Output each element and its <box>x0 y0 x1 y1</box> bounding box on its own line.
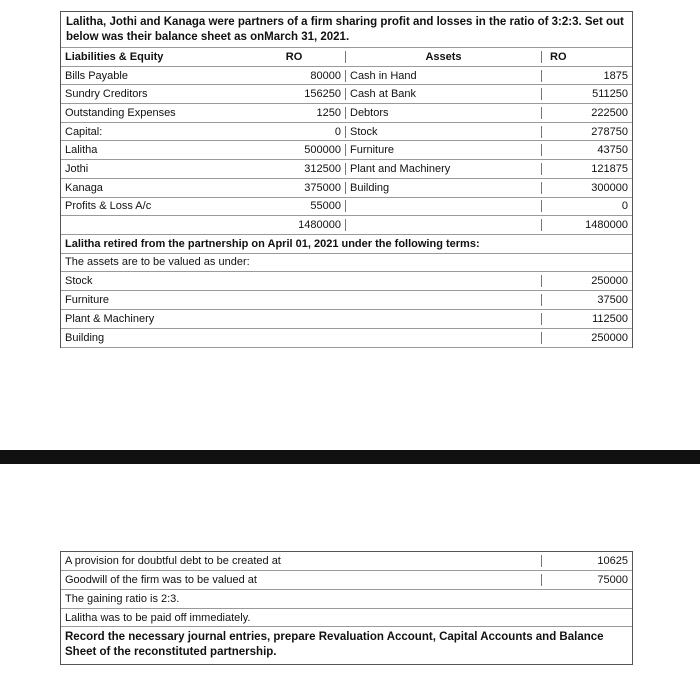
table-row <box>61 104 632 123</box>
header-assets: Assets <box>425 50 462 63</box>
balance-sheet-table <box>60 11 633 348</box>
liability-label: Outstanding Expenses <box>65 106 176 119</box>
page-divider <box>0 450 700 464</box>
liability-amount: 55000 <box>243 200 346 212</box>
term-row <box>61 590 632 609</box>
table-row <box>61 123 632 142</box>
revalue-value: 37500 <box>541 294 632 306</box>
terms-table <box>60 551 633 665</box>
term-row <box>61 571 632 590</box>
revalue-row <box>61 329 632 348</box>
table-header <box>61 48 632 67</box>
liability-label: Capital: <box>65 125 103 138</box>
asset-label: Debtors <box>350 106 389 119</box>
asset-label: Plant and Machinery <box>350 162 451 175</box>
liability-amount: 375000 <box>243 182 346 194</box>
table-row <box>61 85 632 104</box>
revalue-value: 250000 <box>541 332 632 344</box>
header-liabilities: Liabilities & Equity <box>65 50 164 63</box>
term-value: 10625 <box>541 555 632 567</box>
revalue-label: Stock <box>65 275 93 288</box>
totals-row <box>61 216 632 235</box>
liability-amount: 312500 <box>243 163 346 175</box>
asset-amount: 300000 <box>541 182 632 194</box>
term-label: A provision for doubtful debt to be created at <box>65 555 281 567</box>
asset-amount: 43750 <box>541 144 632 156</box>
asset-label: Cash in Hand <box>350 69 417 82</box>
asset-label: Furniture <box>350 144 395 157</box>
liability-label: Profits & Loss A/c <box>65 200 152 213</box>
liability-label: Bills Payable <box>65 69 128 82</box>
liability-label: Sundry Creditors <box>65 88 148 101</box>
revalue-label: Building <box>65 332 105 345</box>
liability-label: Jothi <box>65 162 89 175</box>
table-row <box>61 141 632 160</box>
table-row <box>61 67 632 86</box>
asset-total: 1480000 <box>541 219 632 231</box>
revalue-heading-row <box>61 254 632 273</box>
asset-label: Stock <box>350 125 378 138</box>
liability-label: Lalitha <box>65 144 98 157</box>
term-label: Goodwill of the firm was to be valued at <box>65 574 257 586</box>
revalue-row <box>61 272 632 291</box>
table-row <box>61 160 632 179</box>
liability-amount: 156250 <box>243 88 346 100</box>
revalue-label: Plant & Machinery <box>65 313 155 326</box>
revalue-value: 250000 <box>541 275 632 287</box>
header-ro-assets: RO <box>541 51 632 63</box>
revalue-row <box>61 310 632 329</box>
asset-label: Building <box>350 181 390 194</box>
asset-amount: 222500 <box>541 107 632 119</box>
intro-text: Lalitha, Jothi and Kanaga were partners of a firm sharing profit and losses in the ratio of 3:2:3. Set out below was their balance sheet as onMarch 31, 2021. <box>61 12 632 48</box>
liability-amount: 80000 <box>243 70 346 82</box>
instruction-text: Record the necessary journal entries, prepare Revaluation Account, Capital Accounts and Balance Sheet of the reconstituted partnership. <box>65 631 604 659</box>
retire-note: Lalitha retired from the partnership on April 01, 2021 under the following terms: <box>65 237 480 250</box>
liability-total: 1480000 <box>243 219 346 231</box>
asset-amount: 511250 <box>541 88 632 100</box>
liability-amount: 0 <box>243 126 346 138</box>
asset-amount: 278750 <box>541 126 632 138</box>
revalue-label: Furniture <box>65 294 110 307</box>
term-row <box>61 609 632 628</box>
term-label: Lalitha was to be paid off immediately. <box>65 611 251 624</box>
retire-note-row <box>61 235 632 254</box>
term-row <box>61 552 632 571</box>
revalue-heading: The assets are to be valued as under: <box>65 256 250 269</box>
revalue-row <box>61 291 632 310</box>
liability-amount: 500000 <box>243 144 346 156</box>
liability-label: Kanaga <box>65 181 103 194</box>
liability-amount: 1250 <box>243 107 346 119</box>
asset-amount: 0 <box>541 200 632 212</box>
asset-amount: 1875 <box>541 70 632 82</box>
asset-amount: 121875 <box>541 163 632 175</box>
asset-label: Cash at Bank <box>350 88 417 101</box>
term-label: The gaining ratio is 2:3. <box>65 592 180 605</box>
header-ro-liabilities: RO <box>243 51 346 63</box>
table-row <box>61 198 632 217</box>
term-value: 75000 <box>541 574 632 586</box>
revalue-value: 112500 <box>541 313 632 325</box>
table-row <box>61 179 632 198</box>
